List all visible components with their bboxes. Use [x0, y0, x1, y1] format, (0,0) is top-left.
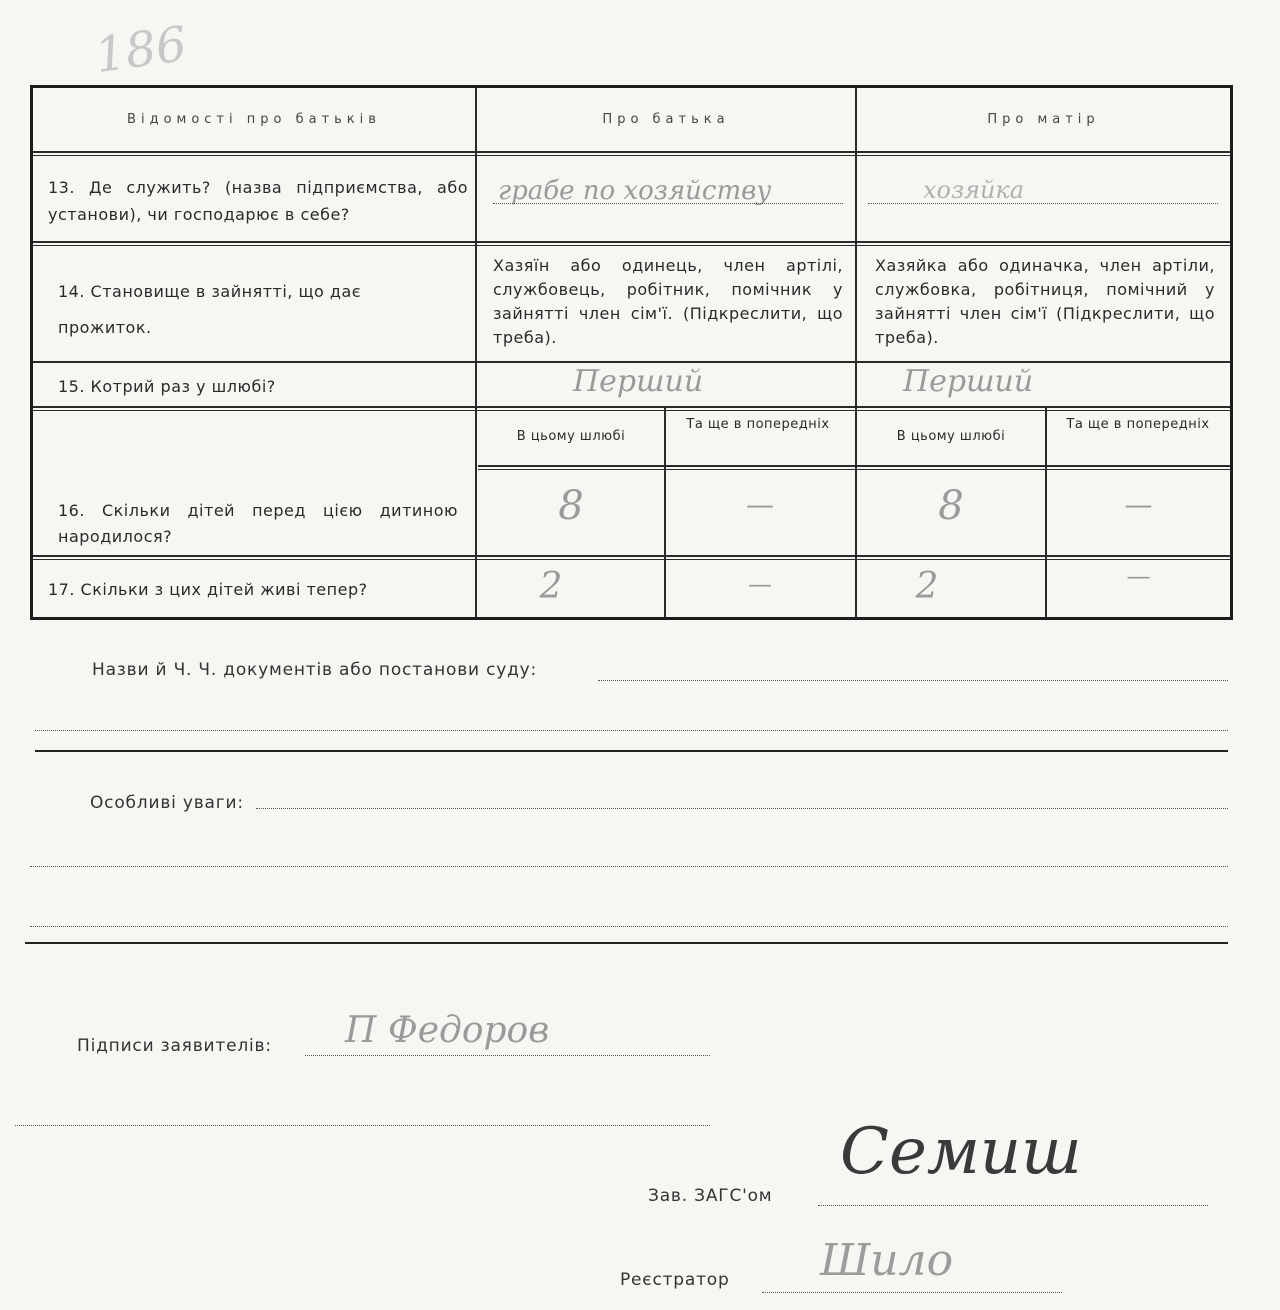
dotline-13-mother: [868, 203, 1218, 204]
answer-17-father-prev: —: [748, 570, 772, 598]
applicant-signature: П Федоров: [345, 1010, 550, 1051]
header-mother: Про матір: [987, 112, 1100, 127]
question-14: 14. Становище в зайнятті, що дає прожиток.: [58, 282, 362, 337]
documents-rule: [35, 750, 1228, 752]
subheader-father-this: В цьому шлюбі: [516, 429, 626, 444]
answer-16-father-prev: —: [746, 488, 774, 521]
answer-13-mother: хозяйка: [923, 176, 1025, 204]
question-17: 17. Скільки з цих дітей живі тепер?: [48, 580, 368, 599]
options-14-father: Хазяїн або одинець, член артілі, службовець, робітник, помічник у зайнятті член сім'ї. (Підкреслити, що треба).: [493, 256, 843, 347]
question-16: 16. Скільки дітей перед цією дитиною народилося?: [58, 501, 458, 546]
answer-17-mother-this: 2: [915, 566, 939, 607]
parents-info-table: [30, 85, 1233, 620]
head-label: Зав. ЗАГС'ом: [648, 1186, 773, 1206]
rule-15-double: [33, 410, 1230, 411]
answer-15-mother: Перший: [903, 364, 1034, 399]
rule-15: [33, 406, 1230, 408]
header-father: Про батька: [602, 112, 730, 127]
handwritten-page-number: 186: [91, 15, 191, 85]
col-divider-1: [475, 88, 477, 617]
rule-13: [33, 241, 1230, 243]
signature-line-1: [305, 1055, 710, 1056]
question-13: 13. Де служить? (назва підприємства, або установи), чи господарює в себе?: [48, 178, 468, 224]
answer-15-father: Перший: [573, 364, 704, 399]
documents-line-2: [35, 730, 1228, 731]
registrar-line: [762, 1292, 1062, 1293]
question-15: 15. Котрий раз у шлюбі?: [58, 377, 276, 396]
notes-rule: [25, 942, 1228, 944]
rule-13-double: [33, 245, 1230, 246]
documents-line-1: [598, 680, 1228, 681]
header-parents-info: Відомості про батьків: [127, 112, 381, 127]
notes-line-2: [30, 866, 1228, 867]
answer-13-father: грабе по хозяйству: [498, 176, 772, 206]
answer-16-father-this: 8: [558, 483, 584, 529]
rule-subheader-double: [478, 469, 1230, 470]
subheader-mother-prev: Та ще в попередніх: [1066, 417, 1210, 432]
registrar-signature: Шило: [820, 1235, 954, 1286]
notes-line-3: [30, 926, 1228, 927]
rule-header-double: [33, 155, 1230, 156]
registrar-label: Реєстратор: [620, 1270, 730, 1290]
notes-line-1: [256, 808, 1228, 809]
rule-16: [33, 555, 1230, 557]
head-line: [818, 1205, 1208, 1206]
subheader-father-prev: Та ще в попередніх: [686, 417, 830, 432]
notes-label: Особливі уваги:: [90, 793, 244, 813]
signatures-label: Підписи заявителів:: [77, 1036, 272, 1056]
rule-14: [33, 361, 1230, 363]
answer-16-mother-prev: —: [1124, 488, 1153, 521]
signature-line-2: [15, 1125, 710, 1126]
options-14-mother: Хазяйка або одиначка, член артіли, службовка, робітниця, помічний у зайнятті член сім'ї (Підкреслити, що треба).: [875, 256, 1215, 347]
subheader-mother-this: В цьому шлюбі: [896, 429, 1006, 444]
answer-16-mother-this: 8: [938, 483, 964, 529]
rule-subheader: [478, 465, 1230, 467]
col-divider-2: [855, 88, 857, 617]
rule-header: [33, 151, 1230, 153]
answer-17-mother-prev: —: [1126, 562, 1151, 590]
head-signature: Семиш: [840, 1115, 1082, 1189]
answer-17-father-this: 2: [539, 566, 563, 607]
rule-16-double: [33, 559, 1230, 560]
documents-label: Назви й Ч. Ч. документів або постанови суду:: [92, 660, 538, 680]
dotline-13-father: [493, 203, 843, 204]
